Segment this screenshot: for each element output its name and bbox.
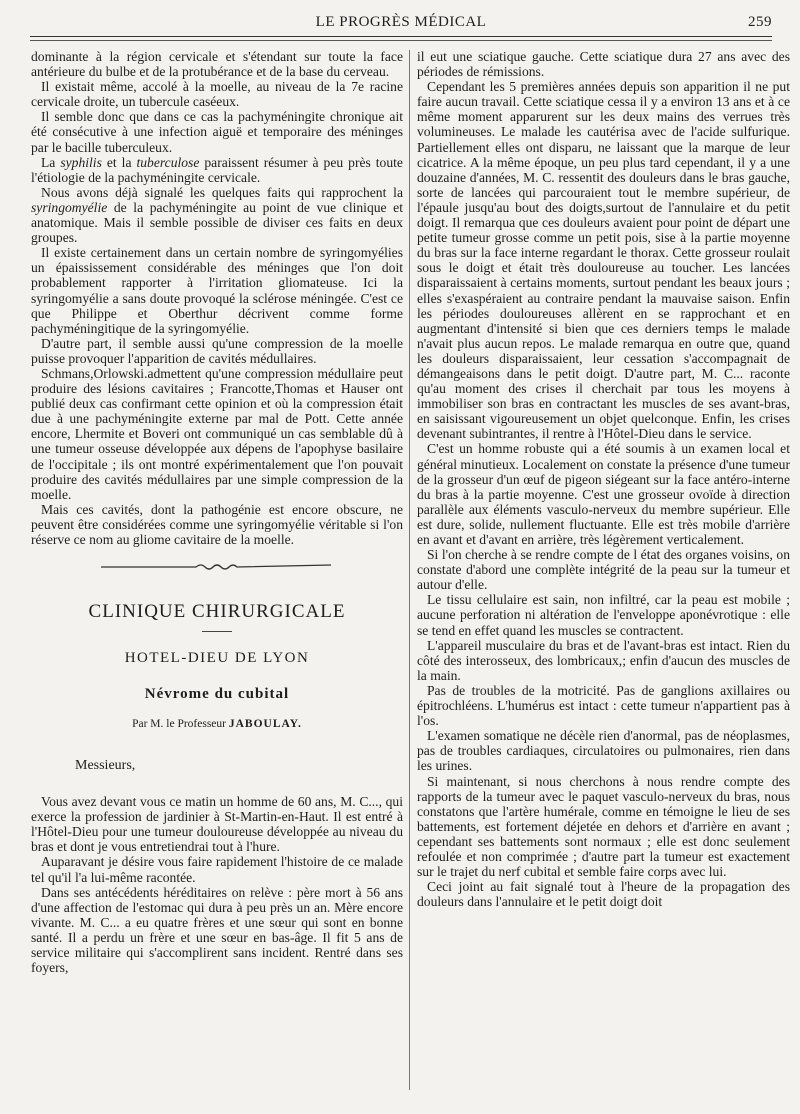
- text-run: Nous avons déjà signalé les quelques faits qui rapprochent la: [41, 184, 403, 200]
- italic-term: tuberculose: [136, 154, 200, 170]
- paragraph: L'examen somatique ne décèle rien d'anormal, pas de néoplasmes, pas de troubles cardiaques, circulatoires ou pulmonaires, rien dans les urines.: [417, 728, 790, 774]
- column-divider: [409, 50, 410, 1090]
- italic-term: syphilis: [60, 154, 102, 170]
- salutation: Messieurs,: [75, 758, 136, 774]
- paragraph: [31, 155, 403, 185]
- left-column: [31, 49, 403, 975]
- text-run: de la pachyméningite au point de vue clinique et anatomique. Mais il semble possible de diviser ces faits en deux groupes.: [31, 199, 403, 246]
- paragraph: L'appareil musculaire du bras et de l'avant-bras est intact. Rien du côté des interosseux, des lombricaux,; enfin d'aucun des muscles de la main.: [417, 637, 790, 683]
- italic-term: syringomyélie: [31, 199, 108, 215]
- paragraph: Le tissu cellulaire est sain, non infiltré, car la peau est mobile ; aucune perforation ni altération de l'enveloppe aponévrotique : elle se tend en effet quand les muscles se contractent.: [417, 592, 790, 638]
- paragraph: Mais ces cavités, dont la pathogénie est encore obscure, ne peuvent être considérées comme une syringomyélie véritable si l'on réserve ce nom au gliome cavitaire de la moelle.: [31, 501, 403, 547]
- section-ornament: [31, 547, 403, 587]
- paragraph: [31, 185, 403, 245]
- article-title: Névrome du cubital: [144, 686, 290, 703]
- paragraph: il eut une sciatique gauche. Cette sciatique dura 27 ans avec des périodes de rémissions.: [417, 49, 790, 80]
- ornament-icon: [101, 561, 331, 573]
- paragraph: dominante à la région cervicale et s'étendant sur toute la face antérieure du bulbe et de la protubérance et de la base du cerveau.: [31, 49, 403, 80]
- paragraph: Pas de troubles de la motricité. Pas de ganglions axillaires ou épitrochléens. L'humérus est intact : cette tumeur n'appartient pas à l'os.: [417, 682, 790, 729]
- title-rule: [202, 631, 232, 632]
- paragraph: Il existait même, accolé à la moelle, au niveau de la 7e racine cervicale droite, un tubercule caséeux.: [31, 79, 403, 110]
- paragraph: Si l'on cherche à se rendre compte de l état des organes voisins, on constate d'abord une complète intégrité de la peau sur la tumeur et autour d'elle.: [417, 547, 790, 593]
- section-title: CLINIQUE CHIRURGICALE: [88, 601, 346, 623]
- paragraph: D'autre part, il semble aussi qu'une compression de la moelle puisse provoquer l'apparition de cavités médullaires.: [31, 335, 403, 366]
- paragraph: Auparavant je désire vous faire rapidement l'histoire de ce malade tel qu'il l'a lui-même racontée.: [31, 854, 403, 885]
- paragraph: Il semble donc que dans ce cas la pachyméningite chronique ait été consécutive à une infection aiguë et temporaire des méninges par le bacille tuberculeux.: [31, 109, 403, 155]
- header-rule-thin: [30, 40, 772, 41]
- journal-title: LE PROGRÈS MÉDICAL: [315, 14, 487, 30]
- paragraph: Il existe certainement dans un certain nombre de syringomyélies un épaississement considérable des méninges que l'on doit probablement rapporter à l'irritation gliomateuse. Ici la syringomyélie a sans doute provoqué la sclérose méningée. C'est ce que Philippe et Oberthur décrivent comme forme pachyméningitique de la syringomyélie.: [31, 245, 403, 336]
- paragraph: Cependant les 5 premières années depuis son apparition il ne put faire aucun travail. Cette sciatique cessa il y a environ 13 ans et à ce même moment apparurent sur les deux mains des verrues très volumineuses. Le malade les cautérisa avec de l'acide sulfurique. Partiellement elles ont disparu, ne laissant que la marque de leur cicatrice. A la même époque, un peu plus tard cependant, il y a une douzaine d'années, M. C. ressentit des douleurs dans le bras gauche, sorte de lancées qui parcouraient tout le membre supérieur, de l'épaule jusqu'au bout des doigts,surtout de l'annulaire et du petit doigt. Il remarqua que ces douleurs avaient pour point de départ une petite tumeur grosse comme un petit pois, sise à la partie moyenne du bras sur la face interne regardant le thorax. Cette grosseur roulait sous le doigt et était très douloureuse au toucher. Les lancées disparaissaient à certains moments, surtout pendant les beaux jours ; elles s'exaspéraient au contraire pendant la mauvaise saison. Enfin les périodes douloureuses allèrent en se rapprochant et en augmentant d'intensité si bien que ces derniers temps le malade n'avait plus aucun repos. Le malade remarqua en outre que, quand les douleurs disparaissaient, leur cessation s'accompagnait de démangeaisons dans le petit doigt. D'autre part, M. C... raconte qu'au moment des crises il cherchait par tous les moyens à immobiliser son bras en contractant les muscles de ses avant-bras, en saisissant vigoureusement un objet quelconque. Enfin, les crises devenant subintrantes, il rentre à l'Hôtel-Dieu dans le service.: [417, 79, 790, 442]
- right-column: [417, 49, 790, 909]
- paragraph: C'est un homme robuste qui a été soumis à un examen local et général minutieux. Localement on constate la présence d'une tumeur de la grosseur d'un œuf de pigeon siégeant sur la face antéro-interne du bras à la partie moyenne. C'est une grosseur ovoïde à direction parallèle aux éléments vasculo-nerveux du membre supérieur. Elle est dure, solide, nullement fluctuante. Elle est très mobile d'arrière en avant et d'avant en arrière, très légèrement verticalement.: [417, 441, 790, 547]
- article-author: [31, 718, 403, 734]
- text-run: et la: [101, 154, 137, 170]
- paragraph: Vous avez devant vous ce matin un homme de 60 ans, M. C..., qui exerce la profession de jardinier à St-Martin-en-Haut. Il est entré à l'Hôtel-Dieu pour une tumeur douloureuse développée au niveau du bras et dont je vous entretiendrai tout à l'hure.: [31, 794, 403, 855]
- paragraph: Si maintenant, si nous cherchons à nous rendre compte des rapports de la tumeur avec le paquet vasculo-nerveux du bras, nous constatons que l'artère humérale, comme en témoigne le lieu de ses battements, est fortement déjetée en dehors et d'arrière en avant ; cependant ses battements sont normaux ; elle est donc seulement refoulée et non comprimée ; d'autre part la tumeur est exactement sur le trajet du nerf cubital et semble faire corps avec lui.: [417, 773, 790, 880]
- running-header: [30, 14, 772, 34]
- author-name: JABOULAY.: [228, 718, 302, 731]
- paragraph: Dans ses antécédents héréditaires on relève : père mort à 56 ans d'une affection de l'estomac qui dura à peu près un an. Mère encore vivante. M. C... a eu quatre frères et une sœur qui sont en bonne santé. Il a perdu un frère et une sœur en bas-âge. Il fit 5 ans de service militaire qui s'accomplirent sans incident. Rentré dans ses foyers,: [31, 884, 403, 976]
- author-prefix: Par M. le Professeur: [132, 718, 229, 731]
- hospital-heading: HOTEL-DIEU DE LYON: [124, 650, 310, 667]
- paragraph: Schmans,Orlowski.admettent qu'une compression médullaire peut produire des lésions cavitaires ; Francotte,Thomas et Hauser ont publié deux cas confirmant cette opinion et où la compression était due à une pachyméningite externe par mal de Pott. Cette année encore, Lhermite et Boveri ont communiqué un cas semblable dû à une tumeur osseuse développée aux dépens de l'apophyse basilaire de l'occipitale ; ils ont montré expérimentalement que l'on pouvait produire des cavités médullaires par une simple compression de la moelle.: [31, 365, 403, 502]
- text-run: La: [41, 154, 61, 170]
- page-number: 259: [748, 14, 772, 30]
- text-run: paraissent résumer à peu près toute l'étiologie de la pachyméningite cervicale.: [31, 154, 403, 185]
- header-rule-thick: [30, 36, 772, 37]
- paragraph: Ceci joint au fait signalé tout à l'heure de la propagation des douleurs dans l'annulaire et le petit doigt doit: [417, 879, 790, 910]
